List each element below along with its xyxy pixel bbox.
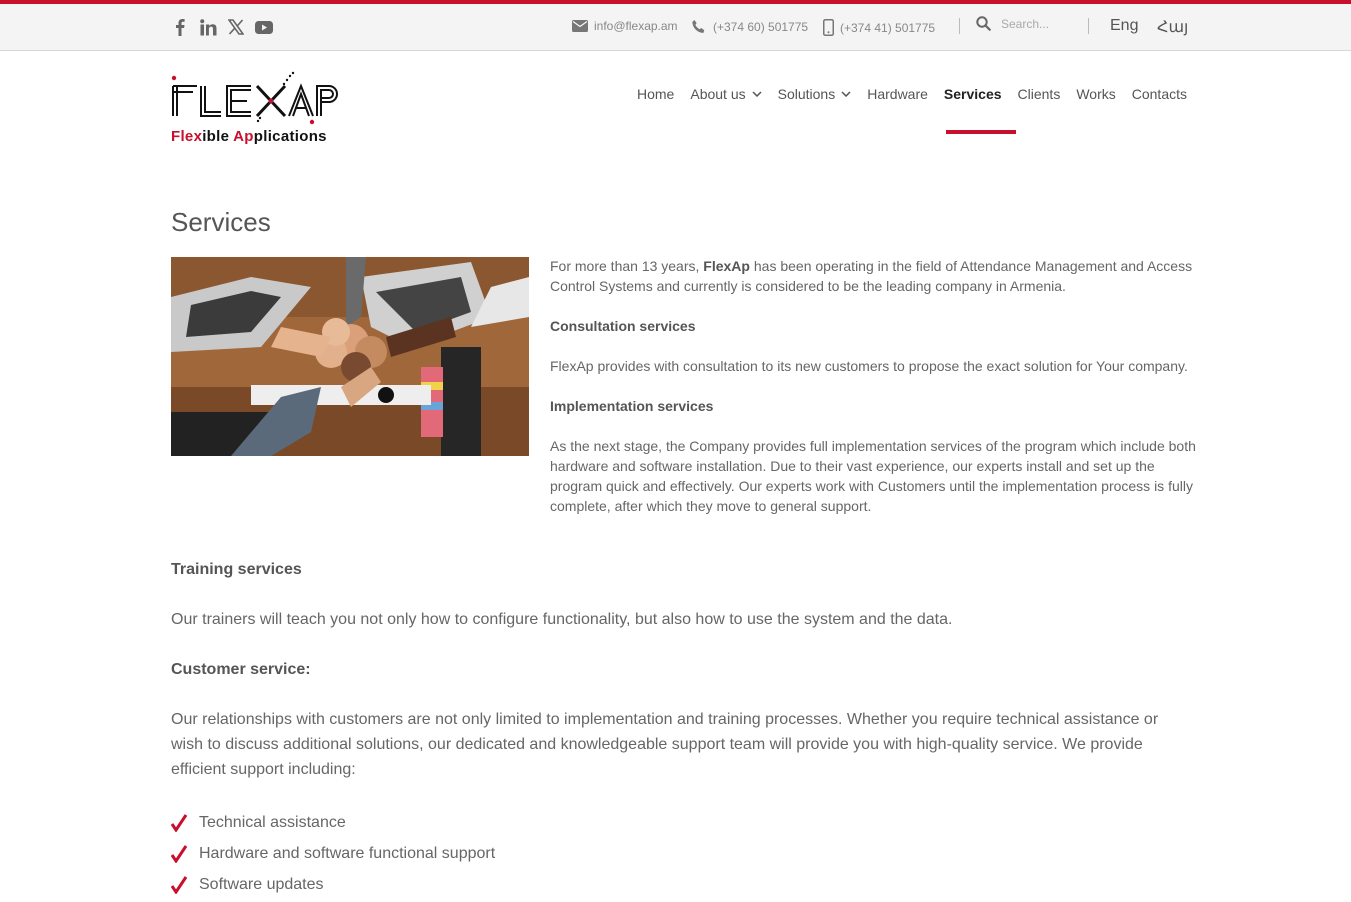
nav-works-label: Works (1076, 86, 1116, 102)
nav-home-label: Home (637, 86, 675, 102)
consultation-text: FlexAp provides with consultation to its new customers to propose the exact solution for Your company. (550, 358, 1188, 374)
intro-text (550, 256, 1200, 536)
youtube-icon[interactable] (255, 16, 273, 38)
list-item (171, 807, 1181, 838)
email-contact[interactable] (572, 19, 678, 33)
facebook-icon[interactable] (171, 16, 189, 38)
check-icon (171, 876, 187, 894)
nav-about-label: About us (690, 86, 746, 102)
main-nav (637, 86, 1187, 102)
mobile-phone-icon (823, 19, 834, 36)
implementation-text: As the next stage, the Company provides full implementation services of the program which include both hardware and software installation. Due to their vast experience, our experts install and set up the program quick and effectively. Our experts work with Customers until the implementation process is fully complete, after which they move to general support. (550, 438, 1196, 514)
phone-contact[interactable] (691, 19, 808, 35)
phone-icon (691, 19, 707, 35)
nav-services[interactable] (944, 86, 1002, 102)
divider (959, 18, 960, 34)
x-twitter-icon[interactable] (227, 16, 245, 38)
active-nav-indicator (946, 130, 1016, 134)
list-item-label: Software updates (199, 876, 324, 893)
site-logo[interactable] (171, 70, 341, 150)
nav-clients[interactable] (1018, 86, 1061, 102)
list-item (171, 838, 1181, 869)
implementation-heading: Implementation services (550, 398, 714, 414)
lang-english[interactable]: Eng (1110, 17, 1139, 34)
consultation-heading: Consultation services (550, 318, 696, 334)
list-item-label: Hardware and software functional support (199, 845, 496, 862)
nav-clients-label: Clients (1017, 86, 1061, 102)
top-bar (0, 4, 1351, 51)
logo-tagline: Flexible Applications (171, 128, 327, 145)
mobile-contact[interactable] (823, 19, 935, 36)
chevron-down-icon (752, 91, 762, 97)
services-details (171, 557, 1181, 900)
email-text[interactable]: info@flexap.am (594, 19, 678, 33)
search-input[interactable] (1001, 17, 1073, 31)
intro-paragraph: For more than 13 years, FlexAp has been operating in the field of Attendance Management and Access Control Systems and currently is considered to be the leading company in Armenia. (550, 258, 1193, 294)
lang-armenian[interactable]: Հայ (1157, 19, 1189, 36)
list-item (171, 869, 1181, 900)
nav-hardware[interactable] (867, 86, 928, 102)
list-item-label: Technical assistance (199, 814, 346, 831)
training-heading: Training services (171, 561, 302, 578)
page-title: Services (171, 207, 271, 237)
nav-solutions-label: Solutions (777, 86, 836, 102)
nav-home[interactable] (637, 86, 674, 102)
nav-works[interactable] (1076, 86, 1115, 102)
nav-hardware-label: Hardware (867, 86, 928, 102)
logo-wordmark (171, 70, 341, 125)
mobile-text[interactable]: (+374 41) 501775 (840, 20, 936, 35)
envelope-icon (572, 20, 588, 32)
divider (1088, 18, 1089, 34)
nav-contacts-label: Contacts (1131, 86, 1187, 102)
training-text: Our trainers will teach you not only how to configure functionality, but also how to use the system and the data. (171, 611, 953, 628)
nav-solutions[interactable] (778, 86, 852, 102)
search-icon[interactable] (976, 16, 991, 31)
phone-text[interactable]: (+374 60) 501775 (713, 20, 809, 34)
linkedin-icon[interactable] (199, 16, 217, 38)
nav-contacts[interactable] (1132, 86, 1187, 102)
customer-service-text: Our relationships with customers are not only limited to implementation and training processes. Whether you require technical assistance or wish to discuss additional solutions, our dedicated and knowledgeable support team will provide you with high-quality service. We provide efficient support including: (171, 711, 1159, 778)
chevron-down-icon (841, 91, 851, 97)
search-box[interactable] (976, 16, 1073, 31)
check-icon (171, 845, 187, 863)
nav-services-label: Services (943, 86, 1002, 102)
customer-service-heading: Customer service: (171, 661, 311, 678)
support-list (171, 807, 1181, 900)
social-links (171, 16, 273, 38)
check-icon (171, 814, 187, 832)
nav-about-us[interactable] (690, 86, 761, 102)
services-hero-image (171, 257, 529, 456)
